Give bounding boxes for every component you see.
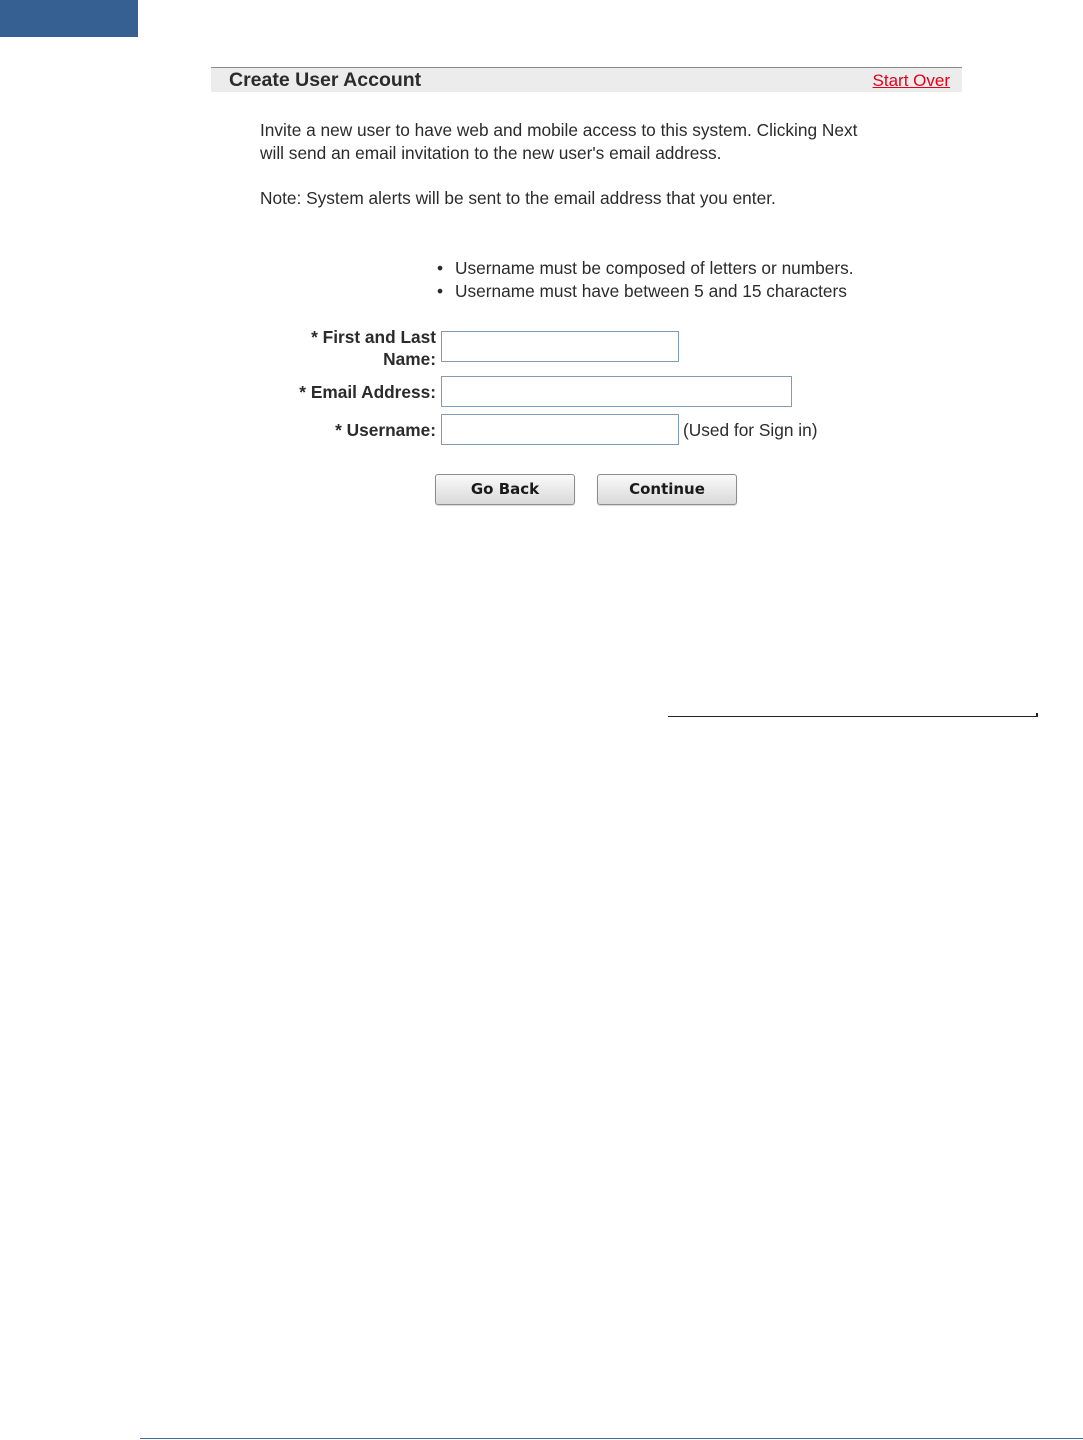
intro-line-1: Invite a new user to have web and mobile access to this system. Clicking Next [260,120,858,140]
rule-text: Username must have between 5 and 15 characters [455,281,847,301]
footer-rule [140,1438,1083,1439]
email-input[interactable] [441,376,792,407]
bullet-icon: • [437,281,444,301]
email-field-label: * Email Address: [299,382,436,402]
page-header-bar [211,67,962,92]
list-item [437,257,854,280]
rule-text: Username must be composed of letters or numbers. [455,258,854,278]
username-rules-list [437,257,854,303]
intro-text [260,119,940,165]
underline-fragment [668,716,1038,717]
corner-brand-tab [0,0,138,37]
intro-line-2: will send an email invitation to the new user's email address. [260,143,722,163]
name-field-label [276,326,436,370]
page-title: Create User Account [229,69,422,91]
name-label-line2: Name: [383,349,436,369]
name-input[interactable] [441,331,679,362]
start-over-link[interactable]: Start Over [872,71,950,90]
go-back-button[interactable]: Go Back [435,474,575,505]
username-field-label: * Username: [335,420,436,440]
name-label-line1: * First and Last [311,327,436,347]
continue-button[interactable]: Continue [597,474,737,505]
underline-tick [1036,713,1038,717]
username-hint: (Used for Sign in) [683,420,818,440]
bullet-icon: • [437,258,444,278]
list-item [437,280,854,303]
username-input[interactable] [441,414,679,445]
note-text: Note: System alerts will be sent to the email address that you enter. [260,188,776,208]
